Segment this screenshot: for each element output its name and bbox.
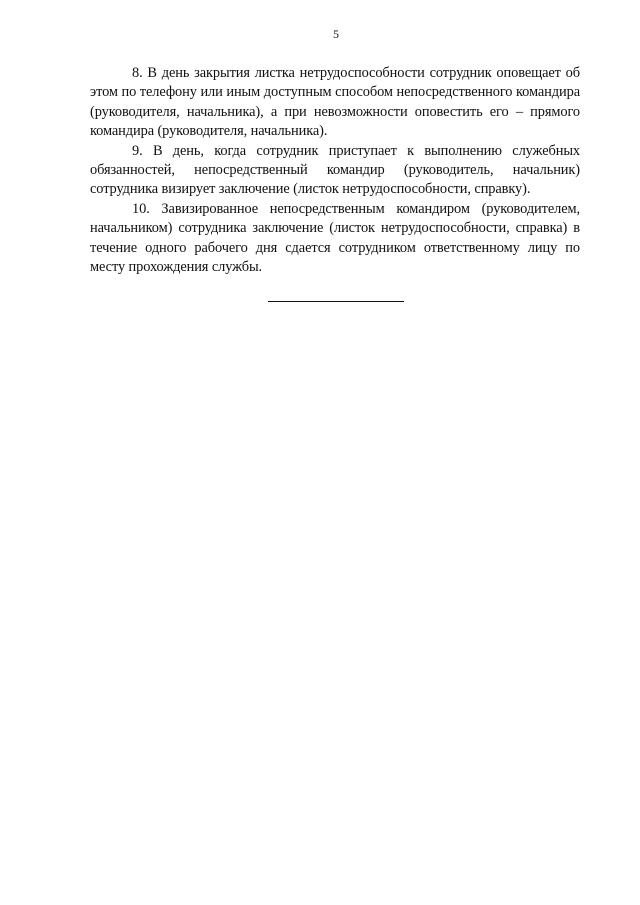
paragraph-8: 8. В день закрытия листка нетрудоспособности сотрудник оповещает об этом по телефону или иным доступным способом непосредственного командира (руководителя, начальника), а при невозможности оповестить его – прямого командира (руководителя, начальника). (90, 65, 580, 140)
end-of-text-rule (268, 301, 404, 302)
paragraph-10: 10. Завизированное непосредственным командиром (руководителем, начальником) сотрудника заключение (листок нетрудоспособности, справка) в течение одного рабочего дня сдается сотрудником ответственному лицу по месту прохождения службы. (90, 200, 580, 276)
page-number: 5 (333, 27, 339, 41)
document-body (90, 64, 580, 277)
paragraph-9: 9. В день, когда сотрудник приступает к выполнению служебных обязанностей, непосредственный командир (руководитель, начальник) сотрудника визирует заключение (листок нетрудоспособности, справку). (90, 142, 580, 198)
